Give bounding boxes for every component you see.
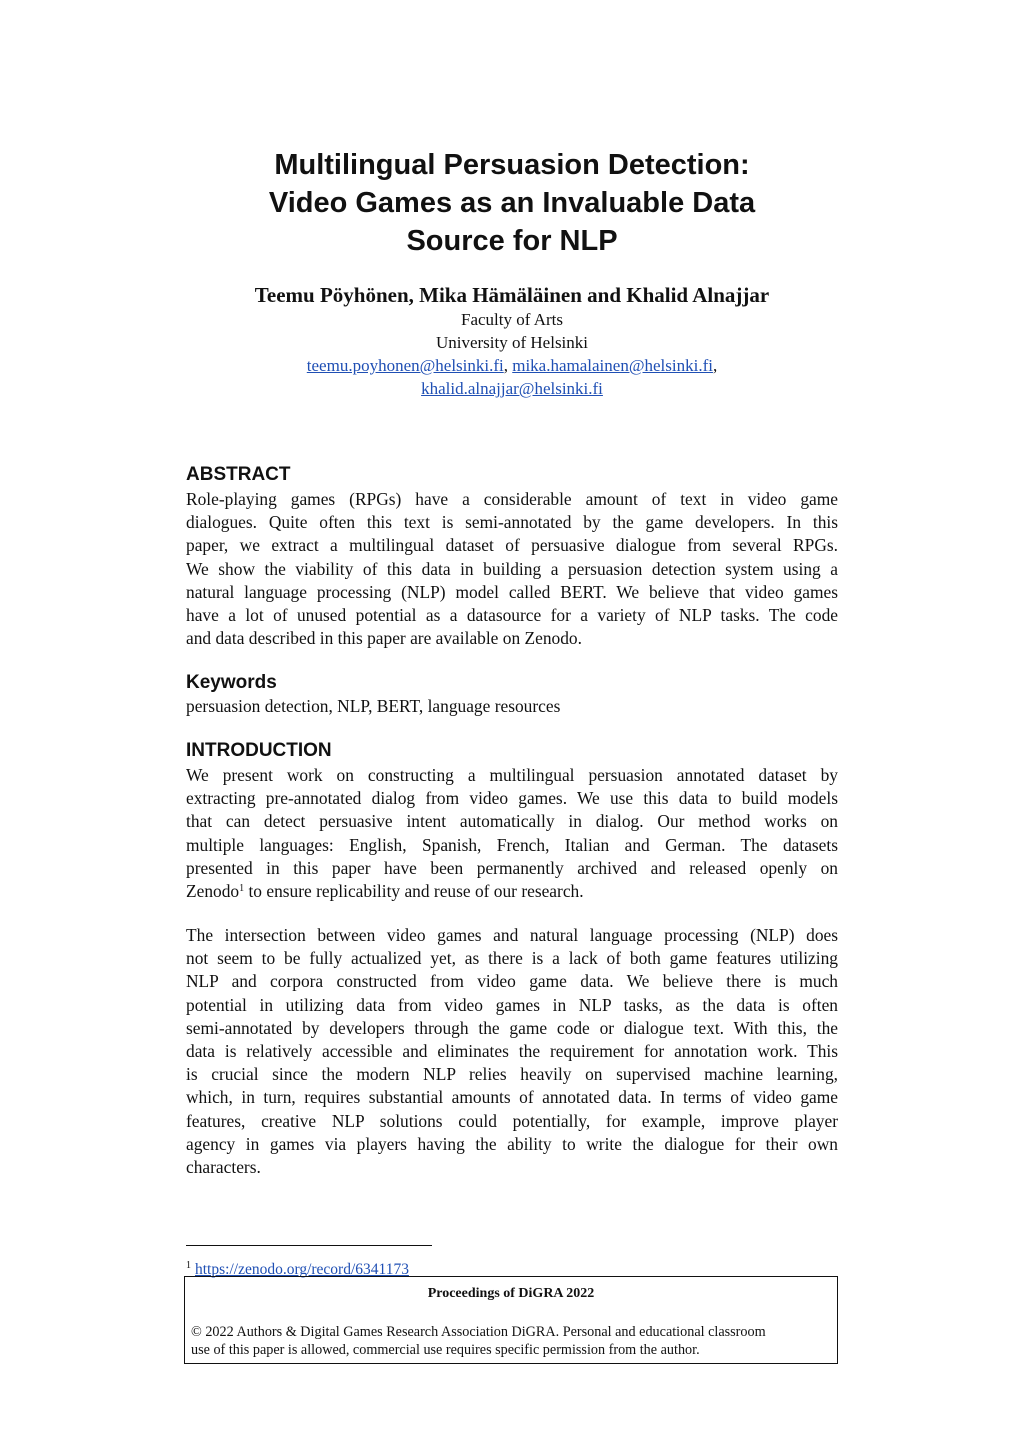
intro-line: not seem to be fully actualized yet, as there is a lack of both game features utilizing: [186, 948, 838, 969]
affiliation-block: [0, 308, 1024, 400]
email-line: [0, 354, 1024, 377]
email-separator: ,: [712, 356, 718, 375]
title-line-1: Multilingual Persuasion Detection:: [274, 149, 750, 181]
intro-line: is crucial since the modern NLP relies heavily on supervised machine learning,: [186, 1064, 838, 1085]
abstract-line: and data described in this paper are available on Zenodo.: [186, 628, 582, 649]
intro-line: that can detect persuasive intent automatically in dialog. Our method works on: [186, 811, 838, 832]
keywords-heading: Keywords: [186, 672, 277, 693]
intro-line: We present work on constructing a multilingual persuasion annotated dataset by: [186, 765, 838, 785]
proceedings-title: Proceedings of DiGRA 2022: [427, 1286, 595, 1301]
email-link-mika[interactable]: mika.hamalainen@helsinki.fi: [512, 356, 713, 375]
copyright-notice: [191, 1323, 831, 1359]
intro-paragraph-2: [186, 924, 838, 1179]
introduction-heading: INTRODUCTION: [186, 740, 332, 761]
intro-line: agency in games via players having the ability to write the dialogue for their own: [186, 1133, 838, 1154]
title-line-3: Source for NLP: [406, 225, 618, 257]
intro-line: characters.: [186, 1157, 261, 1178]
author-list: Teemu Pöyhönen, Mika Hämäläinen and Khalid Alnajjar: [254, 283, 770, 307]
email-link-teemu[interactable]: teemu.poyhonen@helsinki.fi: [306, 356, 504, 375]
footnote-link[interactable]: https://zenodo.org/record/6341173: [195, 1261, 409, 1278]
copyright-line-1: © 2022 Authors & Digital Games Research Association DiGRA. Personal and educational classroom: [191, 1324, 766, 1340]
zenodo-word: Zenodo: [186, 881, 240, 902]
abstract-line: have a lot of unused potential as a datasource for a variety of NLP tasks. The code: [186, 605, 838, 626]
intro-line: features, creative NLP solutions could potentially, for example, improve player: [186, 1110, 838, 1131]
intro-line: The intersection between video games and natural language processing (NLP) does: [186, 925, 838, 945]
title-line-2: Video Games as an Invaluable Data: [268, 187, 756, 219]
faculty: Faculty of Arts: [461, 310, 563, 329]
intro-line: data is relatively accessible and eliminates the requirement for annotation work. This: [186, 1041, 838, 1062]
footnote-divider: [186, 1245, 432, 1246]
intro-line: presented in this paper have been permanently archived and released openly on: [186, 857, 838, 878]
abstract-line: We show the viability of this data in building a persuasion detection system using a: [186, 558, 838, 579]
university: University of Helsinki: [435, 333, 589, 352]
keywords-text: [186, 695, 838, 718]
paper-title: [0, 146, 1024, 260]
footnote-ref[interactable]: 1: [239, 883, 245, 895]
abstract-line: natural language processing (NLP) model called BERT. We believe that video games: [186, 581, 838, 602]
intro-line: potential in utilizing data from video games in NLP tasks, as the data is often: [186, 994, 838, 1015]
email-line-2: [0, 377, 1024, 400]
abstract-line: Role-playing games (RPGs) have a considerable amount of text in video game: [186, 489, 838, 509]
intro-line: multiple languages: English, Spanish, French, Italian and German. The datasets: [186, 834, 838, 855]
copyright-line-2: use of this paper is allowed, commercial use requires specific permission from the author.: [191, 1342, 700, 1358]
proceedings-box: [184, 1276, 838, 1364]
intro-line: NLP and corpora constructed from video game data. We believe there is much: [186, 971, 838, 992]
keywords-line: persuasion detection, NLP, BERT, language resources: [186, 696, 561, 716]
email-separator: ,: [503, 356, 513, 375]
abstract-line: dialogues. Quite often this text is semi-annotated by the game developers. In this: [186, 512, 838, 533]
footnote-mark: 1: [186, 1260, 191, 1271]
abstract-text: [186, 488, 838, 650]
intro-line-rest: to ensure replicability and reuse of our research.: [244, 881, 584, 902]
intro-paragraph-1: [186, 764, 838, 903]
intro-line: semi-annotated by developers through the game code or dialogue text. With this, the: [186, 1017, 838, 1038]
intro-line: extracting pre-annotated dialog from video games. We use this data to build models: [186, 788, 838, 809]
email-link-khalid[interactable]: khalid.alnajjar@helsinki.fi: [421, 379, 603, 398]
abstract-line: paper, we extract a multilingual dataset of persuasive dialogue from several RPGs.: [186, 535, 838, 556]
intro-line: which, in turn, requires substantial amounts of annotated data. In terms of video game: [186, 1087, 838, 1108]
abstract-heading: ABSTRACT: [186, 464, 291, 485]
intro-line: [186, 880, 838, 903]
